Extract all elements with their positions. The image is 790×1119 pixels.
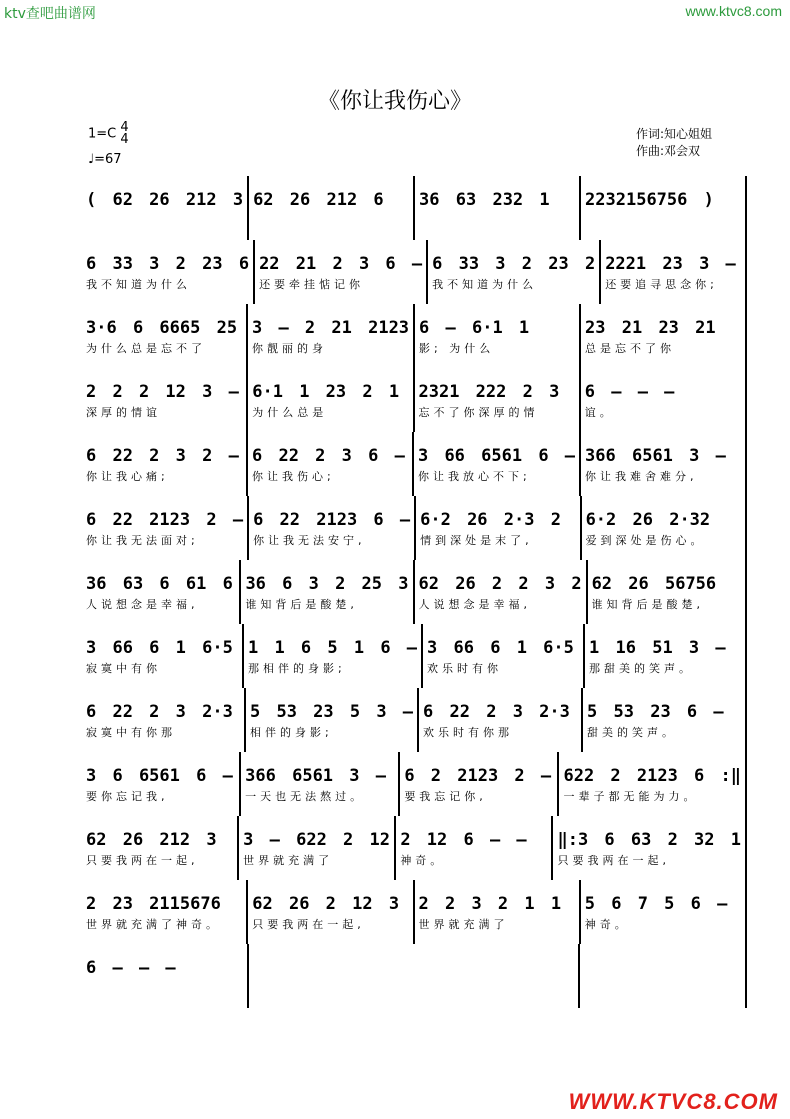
measure-notes: 22 21 2 3 6 – — [259, 254, 423, 274]
measure — [414, 944, 579, 1008]
measure-notes: 2 2 2 12 3 – — [86, 382, 239, 402]
tempo-marking: ♩=67 — [88, 152, 122, 167]
measure-lyrics: 寂寞中有你那 — [86, 726, 176, 739]
measure-lyrics: 只要我两在一起, — [86, 854, 199, 867]
time-top: 4 — [120, 120, 129, 135]
score-system — [82, 176, 747, 240]
measure-lyrics: 要我忘记你, — [404, 790, 487, 803]
measure-lyrics — [581, 212, 745, 230]
measure-notes: 6 22 2 3 2 – — [86, 446, 239, 466]
measure-notes: 6·2 26 2·32 — [585, 510, 711, 530]
score-system — [82, 880, 747, 944]
measure — [82, 496, 247, 560]
measure — [421, 624, 583, 688]
measure — [82, 240, 253, 304]
watermark-bottom: WWW.KTVC8.COM — [568, 1089, 778, 1114]
measure — [586, 560, 747, 624]
score-system — [82, 368, 747, 432]
credits — [636, 126, 712, 160]
measure — [246, 368, 412, 432]
measure — [82, 432, 246, 496]
measure — [82, 688, 244, 752]
measure-notes: 3 66 6561 6 – — [417, 446, 576, 466]
measure — [246, 880, 412, 944]
measure-lyrics — [82, 980, 247, 998]
measure — [412, 432, 579, 496]
measure-notes: 6·2 26 2·3 2 — [420, 510, 561, 530]
measure-lyrics: 神奇。 — [584, 918, 630, 931]
composer: 作曲:邓会双 — [636, 144, 701, 158]
measure-lyrics: 爱到深处是伤心。 — [585, 534, 706, 547]
measure-notes: 6 – – – — [86, 958, 176, 978]
measure-lyrics — [82, 212, 247, 230]
measure-lyrics: 谁知背后是酸楚, — [591, 598, 705, 611]
measure-notes: 3 6 6561 6 – — [86, 766, 233, 786]
measure-lyrics: 影; 为什么 — [419, 342, 495, 355]
measure — [417, 688, 581, 752]
measure-lyrics: 你让我放心不下; — [417, 470, 531, 483]
measure-lyrics: 世界就充满了 — [243, 854, 334, 867]
measure-lyrics: 深厚的情谊 — [86, 406, 161, 419]
time-bottom: 4 — [120, 132, 129, 147]
measure — [414, 496, 579, 560]
measure-notes: 62 26 56756 — [591, 574, 717, 594]
measure — [578, 944, 747, 1008]
measure-lyrics: 要你忘记我, — [86, 790, 169, 803]
measure — [579, 368, 747, 432]
measure-lyrics: 人说想念是幸福, — [418, 598, 531, 611]
measure-notes: 366 6561 3 – — [245, 766, 386, 786]
measure-lyrics: 还要追寻思念你; — [605, 278, 718, 291]
score-system — [82, 432, 747, 496]
key-signature — [88, 122, 129, 146]
measure-notes: 36 63 232 1 — [419, 190, 550, 210]
measure — [247, 496, 414, 560]
measure-lyrics — [415, 212, 579, 230]
lyricist: 作词:知心姐姐 — [636, 127, 713, 141]
measure-notes: 6 – – – — [584, 382, 675, 402]
measure — [579, 304, 747, 368]
measure-lyrics: 为什么总是忘不了 — [86, 342, 206, 355]
measure-notes: 6 33 3 2 23 6 — [86, 254, 250, 274]
measure-lyrics: 相伴的身影; — [249, 726, 333, 739]
measure-notes: 622 2 2123 6 :‖ — [563, 766, 741, 786]
measure — [244, 688, 417, 752]
measure-lyrics: 世界就充满了 — [418, 918, 509, 931]
measure-notes: 2232156756 ) — [585, 190, 714, 210]
measure-notes: 6 22 2123 2 – — [86, 510, 244, 530]
measure-lyrics: 谁知背后是酸楚, — [245, 598, 358, 611]
score-system — [82, 624, 747, 688]
measure — [246, 432, 412, 496]
measure-notes: ( 62 26 212 3 — [86, 190, 244, 210]
score-system — [82, 304, 747, 368]
measure-lyrics — [580, 980, 745, 998]
measure — [82, 304, 246, 368]
measure-notes: ‖:3 6 63 2 32 1 — [557, 830, 741, 850]
measure — [426, 240, 599, 304]
measure-lyrics: 寂寞中有你 — [86, 662, 161, 675]
measure-notes: 6·1 1 23 2 1 — [252, 382, 400, 402]
measure — [82, 880, 246, 944]
measure-notes: 23 21 23 21 — [585, 318, 716, 338]
measure — [82, 368, 246, 432]
measure-notes: 36 6 3 2 25 3 — [245, 574, 409, 594]
measure — [239, 752, 398, 816]
measure — [82, 944, 249, 1008]
measure-notes: 3·6 6 6665 25 — [86, 318, 238, 338]
measure-lyrics: 你让我无法面对; — [86, 534, 199, 547]
measure-notes: 5 6 7 5 6 – — [584, 894, 728, 914]
measure-lyrics: 你让我无法安宁, — [253, 534, 366, 547]
score-system — [82, 496, 747, 560]
measure — [398, 752, 557, 816]
measure-lyrics: 那相伴的身影; — [247, 662, 346, 675]
measure-lyrics: 你靓丽的身 — [251, 342, 327, 355]
measure-notes: 1 1 6 5 1 6 – — [247, 638, 418, 658]
measure-notes: 6 – 6·1 1 — [419, 318, 530, 338]
measure-notes: 62 26 2 2 3 2 — [418, 574, 582, 594]
measure-lyrics: 那甜美的笑声。 — [589, 662, 695, 675]
measure — [82, 560, 239, 624]
measure-lyrics: 欢乐时有你 — [427, 662, 503, 675]
measure — [551, 816, 747, 880]
watermark-top-left: ktv查吧曲谱网 — [4, 6, 96, 22]
measure — [413, 304, 579, 368]
score-system — [82, 816, 747, 880]
measure-lyrics: 一辈子都无能为力。 — [563, 790, 699, 803]
measure-notes: 5 53 23 6 – — [587, 702, 724, 722]
measure-notes: 62 26 212 6 — [253, 190, 384, 210]
measure-lyrics — [414, 980, 579, 998]
measure-lyrics: 谊。 — [584, 406, 615, 419]
measure — [579, 176, 747, 240]
measure-lyrics: 为什么总是 — [252, 406, 328, 419]
measure — [599, 240, 747, 304]
score-system — [82, 944, 747, 1008]
measure-notes: 366 6561 3 – — [585, 446, 726, 466]
measure-lyrics: 只要我两在一起, — [252, 918, 365, 931]
measure-notes: 2321 222 2 3 — [418, 382, 560, 402]
measure-notes — [414, 944, 579, 980]
measure-lyrics — [249, 212, 413, 230]
measure — [237, 816, 394, 880]
measure-lyrics: 你让我心痛; — [86, 470, 169, 483]
measure — [82, 624, 242, 688]
measure — [580, 496, 747, 560]
measure-notes: 3 – 2 21 2123 — [251, 318, 410, 338]
measure-notes: 62 26 2 12 3 — [252, 894, 400, 914]
measure-notes: 2221 23 3 – — [605, 254, 736, 274]
measure-lyrics: 神奇。 — [400, 854, 446, 867]
measure-lyrics: 欢乐时有你那 — [423, 726, 514, 739]
measure — [413, 880, 579, 944]
measure-notes: 2 23 2115676 — [86, 894, 221, 914]
measure — [242, 624, 421, 688]
measure-lyrics: 甜美的笑声。 — [587, 726, 678, 739]
measure-notes: 6 33 3 2 23 2 — [432, 254, 596, 274]
measure-lyrics — [249, 980, 414, 998]
measure-notes: 3 66 6 1 6·5 — [86, 638, 233, 658]
measure — [82, 176, 247, 240]
measure-lyrics: 我不知道为什么 — [432, 278, 538, 291]
measure-notes: 36 63 6 61 6 — [86, 574, 233, 594]
measure-lyrics: 情到深处是末了, — [420, 534, 533, 547]
measure — [246, 304, 413, 368]
score — [82, 176, 747, 1008]
measure — [394, 816, 551, 880]
measure-notes: 6 22 2 3 6 – — [251, 446, 405, 466]
measure-notes: 2 2 3 2 1 1 — [418, 894, 562, 914]
measure-notes: 2 12 6 – – — [400, 830, 527, 850]
measure-lyrics: 还要牵挂惦记你 — [259, 278, 365, 291]
watermark-top-right: www.ktvc8.com — [685, 3, 782, 19]
measure-lyrics: 只要我两在一起, — [557, 854, 670, 867]
measure — [253, 240, 426, 304]
measure-lyrics: 总是忘不了你 — [585, 342, 676, 355]
measure-notes: 5 53 23 5 3 – — [249, 702, 414, 722]
measure-notes: 1 16 51 3 – — [589, 638, 726, 658]
measure-lyrics: 你让我难舍难分, — [585, 470, 698, 483]
measure — [413, 560, 586, 624]
measure-notes: 6 22 2123 6 – — [253, 510, 411, 530]
measure-lyrics: 一天也无法熬过。 — [245, 790, 366, 803]
measure-lyrics: 人说想念是幸福, — [86, 598, 199, 611]
score-system — [82, 560, 747, 624]
measure-lyrics: 我不知道为什么 — [86, 278, 191, 291]
measure-lyrics: 你让我伤心; — [251, 470, 335, 483]
measure-notes: 3 – 622 2 12 — [243, 830, 390, 850]
measure-notes: 3 66 6 1 6·5 — [427, 638, 574, 658]
measure — [82, 816, 237, 880]
measure-lyrics: 世界就充满了神奇。 — [86, 918, 221, 931]
measure — [82, 752, 239, 816]
measure-notes: 6 22 2 3 2·3 — [423, 702, 570, 722]
score-system — [82, 752, 747, 816]
time-signature — [120, 122, 128, 146]
measure — [239, 560, 412, 624]
key-label: 1=C — [88, 126, 117, 142]
measure — [247, 176, 413, 240]
score-system — [82, 688, 747, 752]
measure — [581, 688, 747, 752]
measure-notes — [580, 944, 745, 980]
measure — [413, 368, 579, 432]
measure — [579, 432, 747, 496]
measure — [557, 752, 747, 816]
song-title: 《你让我伤心》 — [317, 89, 472, 114]
measure — [413, 176, 579, 240]
measure-notes — [249, 944, 414, 980]
measure-notes: 6 22 2 3 2·3 — [86, 702, 233, 722]
measure — [579, 880, 747, 944]
measure — [583, 624, 747, 688]
measure — [249, 944, 414, 1008]
measure-lyrics: 忘不了你深厚的情 — [418, 406, 539, 419]
measure-notes: 6 2 2123 2 – — [404, 766, 552, 786]
measure-notes: 62 26 212 3 — [86, 830, 217, 850]
score-system — [82, 240, 747, 304]
